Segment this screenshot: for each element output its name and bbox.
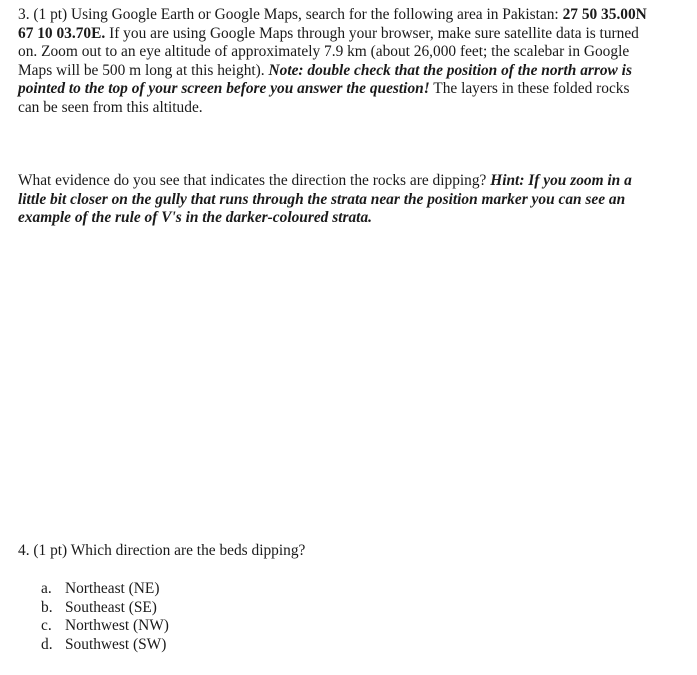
option-letter: c.: [41, 617, 52, 635]
question-4-text: Which direction are the beds dipping?: [70, 542, 306, 559]
question-3-evidence: [18, 172, 648, 228]
question-4-points: (1 pt): [33, 542, 68, 559]
option-label: Southeast (SE): [65, 598, 157, 616]
option-label: Northeast (NE): [65, 580, 160, 597]
evidence-question-text: What evidence do you see that indicates the direction the rocks are dipping?: [18, 172, 487, 189]
question-3-text-b: If you are using Google Maps through your browser, make sure satellite data is turned on. Zoom out to an eye altitude of approximately 7.9 km (about 26,000 feet; the scalebar in Google Maps will be 500 m long at this height).: [18, 24, 639, 79]
option-label: Northwest (NW): [65, 617, 169, 635]
option-c[interactable]: [41, 617, 169, 636]
question-4-number: 4.: [18, 542, 30, 559]
option-letter: d.: [41, 635, 53, 653]
option-b[interactable]: [41, 599, 169, 618]
option-letter: b.: [41, 598, 53, 616]
evidence-hint: Hint: If you zoom in a little bit closer on the gully that runs through the strata near the position marker you can see an example of the rule of V's in the darker-coloured strata.: [18, 172, 632, 227]
option-letter: a.: [41, 580, 52, 597]
option-d[interactable]: [41, 636, 169, 655]
question-3-text-a: Using Google Earth or Google Maps, search for the following area in Pakistan:: [71, 6, 559, 23]
question-3: [18, 6, 648, 118]
question-4-options: [41, 580, 169, 654]
option-label: Southwest (SW): [65, 635, 167, 653]
question-3-points: (1 pt): [33, 6, 68, 23]
question-3-text-c: The layers in these folded rocks can be seen from this altitude.: [18, 80, 630, 116]
question-3-note: Note: double check that the position of the north arrow is pointed to the top of your screen before you answer the question!: [18, 61, 632, 98]
question-3-coordinates: 27 50 35.00N 67 10 03.70E.: [18, 6, 647, 42]
question-4: [18, 542, 648, 561]
question-3-number: 3.: [18, 6, 30, 23]
option-a[interactable]: [41, 580, 169, 599]
